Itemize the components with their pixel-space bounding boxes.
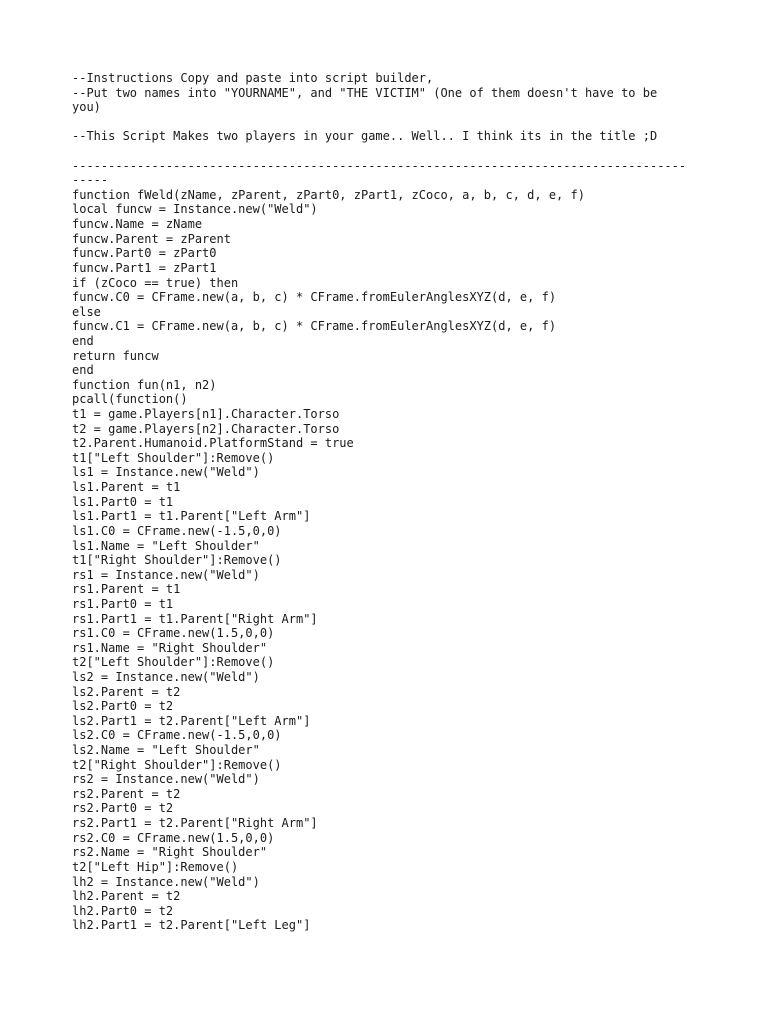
code-line: funcw.C0 = CFrame.new(a, b, c) * CFrame.fromEulerAnglesXYZ(d, e, f) — [72, 290, 557, 305]
code-line: rs1.Part1 = t1.Parent["Right Arm"] — [72, 611, 318, 626]
code-line: t2["Left Shoulder"]:Remove() — [72, 655, 275, 670]
code-line: t2 = game.Players[n2].Character.Torso — [72, 421, 340, 436]
code-line: funcw.C1 = CFrame.new(a, b, c) * CFrame.fromEulerAnglesXYZ(d, e, f) — [72, 319, 557, 334]
code-line: rs2.Part1 = t2.Parent["Right Arm"] — [72, 816, 318, 831]
code-line: end — [72, 333, 94, 348]
code-line: function fun(n1, n2) — [72, 377, 217, 392]
code-line: rs1.C0 = CFrame.new(1.5,0,0) — [72, 626, 275, 641]
code-line: local funcw = Instance.new("Weld") — [72, 202, 318, 217]
code-line: funcw.Part1 = zPart1 — [72, 260, 217, 275]
blank-line — [72, 115, 702, 130]
code-line: ------------------------------------------------------------------------------------- — [72, 158, 687, 173]
code-line: ls1 = Instance.new("Weld") — [72, 465, 260, 480]
code-line: ls1.Part1 = t1.Parent["Left Arm"] — [72, 509, 311, 524]
code-line: t2["Left Hip"]:Remove() — [72, 859, 239, 874]
code-line: ls2 = Instance.new("Weld") — [72, 669, 260, 684]
code-line: funcw.Name = zName — [72, 217, 203, 232]
code-line: t1["Left Shoulder"]:Remove() — [72, 450, 275, 465]
code-line: rs2 = Instance.new("Weld") — [72, 772, 260, 787]
code-line: funcw.Part0 = zPart0 — [72, 246, 217, 261]
code-line: rs2.C0 = CFrame.new(1.5,0,0) — [72, 830, 275, 845]
code-line: rs1.Parent = t1 — [72, 582, 181, 597]
code-line: ls2.Parent = t2 — [72, 684, 181, 699]
code-line: funcw.Parent = zParent — [72, 231, 231, 246]
code-line: rs1.Name = "Right Shoulder" — [72, 640, 268, 655]
code-line: return funcw — [72, 348, 159, 363]
code-line: rs2.Part0 = t2 — [72, 801, 174, 816]
code-line: ls2.C0 = CFrame.new(-1.5,0,0) — [72, 728, 282, 743]
code-line: function fWeld(zName, zParent, zPart0, zPart1, zCoco, a, b, c, d, e, f) — [72, 187, 585, 202]
code-line: rs1 = Instance.new("Weld") — [72, 567, 260, 582]
code-line: ----- — [72, 173, 109, 188]
code-line: pcall(function() — [72, 392, 188, 407]
code-line: t1 = game.Players[n1].Character.Torso — [72, 407, 340, 422]
code-line: rs2.Parent = t2 — [72, 786, 181, 801]
code-line: --Instructions Copy and paste into script builder, — [72, 71, 434, 85]
code-line: rs1.Part0 = t1 — [72, 596, 174, 611]
code-line: ls2.Name = "Left Shoulder" — [72, 743, 260, 758]
code-line: ls2.Part0 = t2 — [72, 699, 174, 714]
code-line: you) — [72, 100, 101, 115]
code-line: lh2.Parent = t2 — [72, 889, 181, 904]
code-line: --This Script Makes two players in your game.. Well.. I think its in the title ;D — [72, 129, 658, 144]
blank-line — [72, 144, 702, 159]
code-line: else — [72, 304, 101, 319]
code-line: ls2.Part1 = t2.Parent["Left Arm"] — [72, 713, 311, 728]
code-line: if (zCoco == true) then — [72, 275, 239, 290]
code-line: ls1.Name = "Left Shoulder" — [72, 538, 260, 553]
code-line: rs2.Name = "Right Shoulder" — [72, 845, 268, 860]
code-line: t1["Right Shoulder"]:Remove() — [72, 553, 282, 568]
code-line: lh2.Part1 = t2.Parent["Left Leg"] — [72, 918, 311, 933]
code-line: ls1.Part0 = t1 — [72, 494, 174, 509]
code-line: lh2.Part0 = t2 — [72, 903, 174, 918]
code-line: ls1.Parent = t1 — [72, 480, 181, 495]
code-line: --Put two names into "YOURNAME", and "THE VICTIM" (One of them doesn't have to be — [72, 85, 658, 100]
script-code-block — [72, 71, 702, 933]
code-line: t2.Parent.Humanoid.PlatformStand = true — [72, 436, 354, 451]
code-line: end — [72, 363, 94, 378]
code-line: lh2 = Instance.new("Weld") — [72, 874, 260, 889]
code-line: ls1.C0 = CFrame.new(-1.5,0,0) — [72, 523, 282, 538]
code-line: t2["Right Shoulder"]:Remove() — [72, 757, 282, 772]
